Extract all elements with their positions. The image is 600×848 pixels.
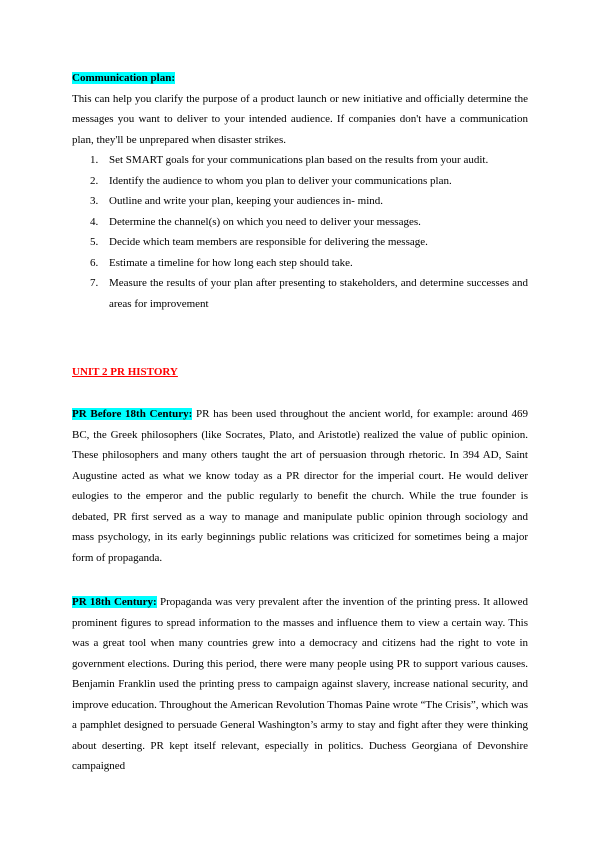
list-item: 7. Measure the results of your plan after presenting to stakeholders, and determine successes and areas for improvement: [90, 277, 528, 310]
pr-before-18th-section: [72, 404, 528, 568]
list-item: 2. Identify the audience to whom you plan to deliver your communications plan.: [90, 174, 452, 187]
pr-before-18th-heading: PR Before 18th Century:: [72, 408, 193, 420]
communication-plan-section: [72, 68, 528, 314]
communication-steps-list: [72, 150, 528, 314]
list-item: 4. Determine the channel(s) on which you need to deliver your messages.: [90, 215, 421, 228]
unit-title-section: [72, 362, 528, 382]
communication-plan-heading-line: [72, 68, 528, 89]
communication-plan-intro: This can help you clarify the purpose of a product launch or new initiative and officially determine the messages you want to deliver to your intended audience. If companies don't have a communication plan, they'll be unprepared when disaster strikes.: [72, 92, 528, 146]
pr-18th-heading: PR 18th Century:: [72, 596, 157, 608]
pr-18th-body: Propaganda was very prevalent after the invention of the printing press. It allowed prominent figures to spread information to the masses and influence them to view a certain way. This was a great tool when many countries grew into a democracy and citizens had the right to vote in government elections. During this period, there were many people using PR to support various causes. Benjamin Franklin used the printing press to campaign against slavery, increase national security, and improve education. Throughout the American Revolution Thomas Paine wrote “The Crisis”, which was a pamphlet designed to persuade General Washington’s army to stay and fight after they were thinking about deserting. PR kept itself relevant, especially in politics. Duchess Georgiana of Devonshire campaigned: [72, 596, 529, 772]
pr-18th-section: [72, 592, 528, 777]
list-item: 6. Estimate a timeline for how long each step should take.: [90, 256, 353, 269]
pr-before-18th-body: PR has been used throughout the ancient world, for example: around 469 BC, the Greek philosophers (like Socrates, Plato, and Aristotle) realized the value of public opinion. These philosophers and many others taught the art of persuasion through rhetoric. In 394 AD, Saint Augustine acted as what we know today as a PR director for the imperial court. He would deliver eulogies to the emperor and the public regularly to benefit the church. While the true founder is debated, PR first served as a way to manage and manipulate public opinion through sociology and mass psychology, in its early beginnings public relations was criticized for sometimes being a major form of propaganda.: [72, 408, 528, 564]
list-item: 3. Outline and write your plan, keeping your audiences in- mind.: [90, 195, 384, 207]
pr-before-18th-paragraph: [72, 404, 528, 568]
list-item: 5. Decide which team members are responsible for delivering the message.: [90, 236, 428, 248]
communication-plan-heading: Communication plan:: [72, 72, 175, 84]
pr-18th-paragraph: [72, 592, 528, 777]
unit-title: UNIT 2 PR HISTORY: [72, 366, 178, 378]
list-item: 1. Set SMART goals for your communications plan based on the results from your audit.: [90, 154, 489, 166]
